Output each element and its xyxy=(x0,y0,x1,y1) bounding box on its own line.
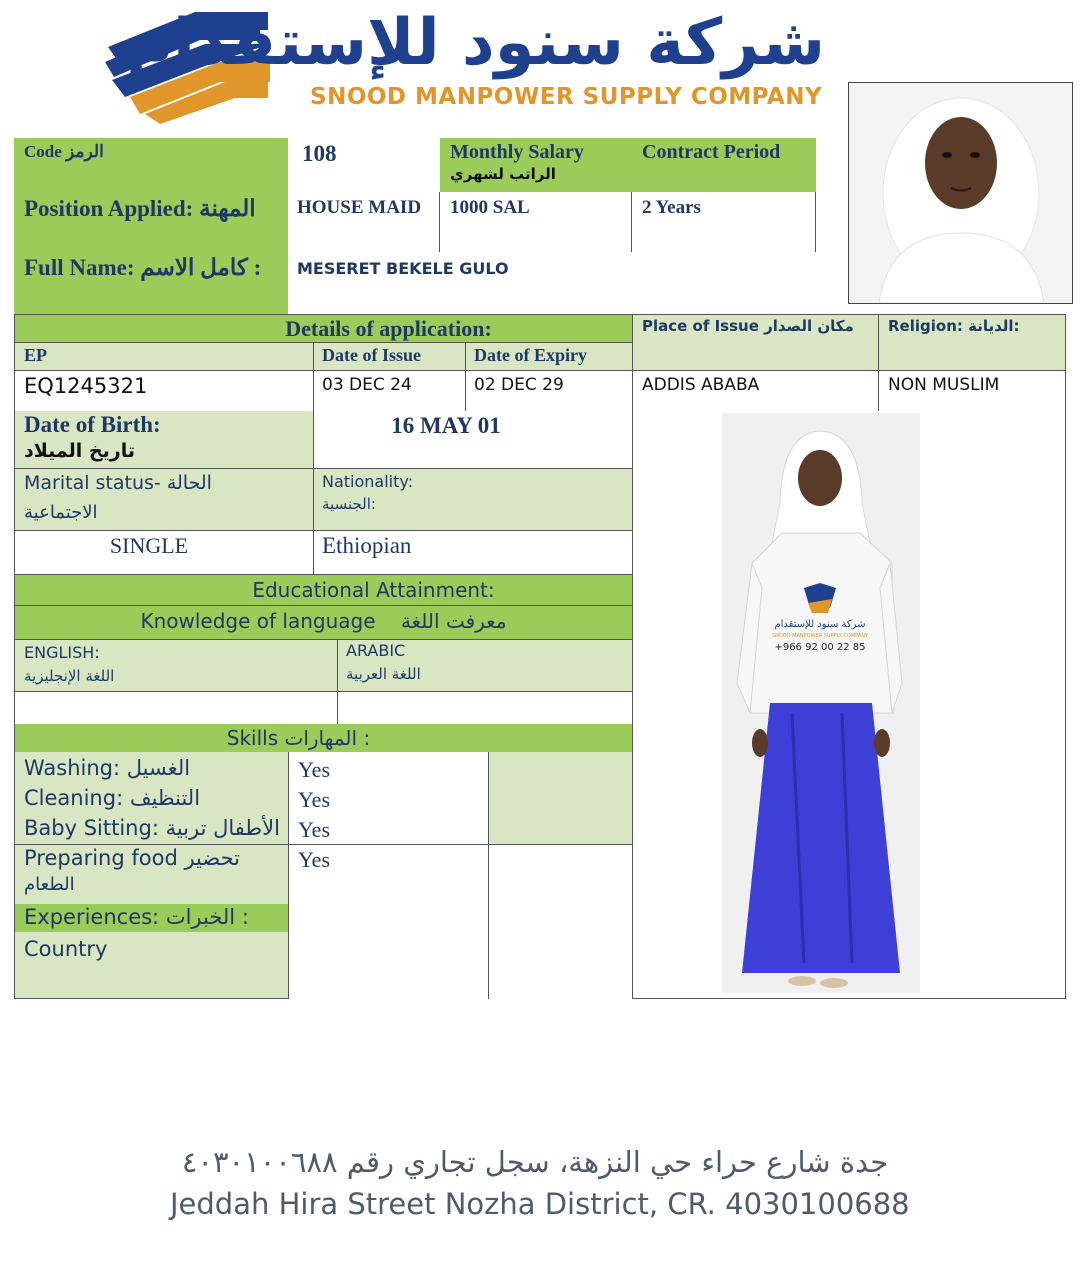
ep-label-cell xyxy=(15,342,313,370)
company-name-ar: شركة سنود للإستقدام xyxy=(126,6,825,80)
fullname-value: MESERET BEKELE GULO xyxy=(297,259,509,278)
religion-value: NON MUSLIM xyxy=(888,375,1000,395)
arabic-label-2: اللغة العربية xyxy=(346,665,421,683)
skill-label: Preparing food تحضير xyxy=(24,846,241,870)
education-title: Educational Attainment: xyxy=(252,578,495,602)
arabic-value-cell xyxy=(337,691,632,724)
skill-label: Cleaning: التنظيف xyxy=(24,786,201,810)
english-value-cell xyxy=(15,691,337,724)
contract-value: 2 Years xyxy=(642,197,701,218)
arabic-label-1: ARABIC xyxy=(346,641,406,660)
skill-value: Yes xyxy=(298,847,331,872)
issue-label: Date of Issue xyxy=(322,345,421,365)
company-name-en: SNOOD MANPOWER SUPPLY COMPANY xyxy=(310,84,823,110)
code-value: 108 xyxy=(302,141,337,166)
food-label-2: الطعام xyxy=(24,874,75,895)
food-extra-cell xyxy=(488,844,632,999)
nationality-value: Ethiopian xyxy=(322,533,412,558)
salary-label-ar: الراتب لشهري xyxy=(450,165,556,183)
dob-label-ar: تاريخ الميلاد xyxy=(24,440,135,462)
footer-address-en: Jeddah Hira Street Nozha District, CR. 4030100688 xyxy=(170,1187,910,1221)
issue-value: 03 DEC 24 xyxy=(322,375,412,395)
shirt-sub-text: SNOOD MANPOWER SUPPLY COMPANY xyxy=(771,633,869,639)
dob-value: 16 MAY 01 xyxy=(391,413,501,438)
skills-title: Skills المهارات : xyxy=(226,726,371,750)
place-value: ADDIS ABABA xyxy=(642,375,760,395)
skill-label: Washing: الغسيل xyxy=(24,756,191,780)
shirt-logo-text: شركة سنود للإستقدام xyxy=(774,619,866,630)
salary-label-en: Monthly Salary xyxy=(450,141,584,163)
contract-label: Contract Period xyxy=(642,141,781,163)
position-value: HOUSE MAID xyxy=(297,197,422,218)
footer-address-ar: جدة شارع حراء حي النزهة، سجل تجاري رقم ٤٠٣٠١٠٠٦٨٨ xyxy=(181,1145,889,1179)
skill-value: Yes xyxy=(298,757,331,782)
english-label-2: اللغة الإنجليزية xyxy=(24,667,115,685)
marital-value: SINGLE xyxy=(109,533,189,558)
religion-label: Religion: الديانة: xyxy=(888,317,1020,335)
marital-label-2: الاجتماعية xyxy=(24,502,98,523)
nationality-label-1: Nationality: xyxy=(322,472,414,491)
skills-extra-cell xyxy=(488,752,632,844)
portrait-photo xyxy=(848,82,1073,304)
country-label: Country xyxy=(24,937,108,961)
skill-value: Yes xyxy=(298,817,331,842)
ep-value: EQ1245321 xyxy=(24,374,148,398)
fullname-label: Full Name: كامل الاسم : xyxy=(24,255,262,280)
dob-label-en: Date of Birth: xyxy=(24,412,161,437)
expiry-value: 02 DEC 29 xyxy=(474,375,564,395)
marital-label-1: Marital status- الحالة xyxy=(24,472,212,494)
nationality-label-2: الجنسية: xyxy=(322,495,376,513)
expiry-label: Date of Expiry xyxy=(474,345,587,365)
full-body-photo xyxy=(722,413,920,993)
ep-label: EP xyxy=(24,345,48,365)
code-label: Code الرمز xyxy=(24,142,104,161)
place-label: Place of Issue مكان الصدار xyxy=(642,317,854,335)
experiences-label: Experiences: الخبرات : xyxy=(24,905,249,929)
position-label: Position Applied: المهنة xyxy=(24,196,256,221)
salary-value: 1000 SAL xyxy=(450,197,530,218)
skill-value: Yes xyxy=(298,787,331,812)
english-label-1: ENGLISH: xyxy=(24,643,100,662)
details-title: Details of application: xyxy=(285,316,492,341)
language-title: Knowledge of language معرفت اللغة xyxy=(140,609,507,633)
shirt-phone-text: +966 92 00 22 85 xyxy=(774,642,866,653)
skill-label: Baby Sitting: الأطفال تربية xyxy=(24,816,280,840)
